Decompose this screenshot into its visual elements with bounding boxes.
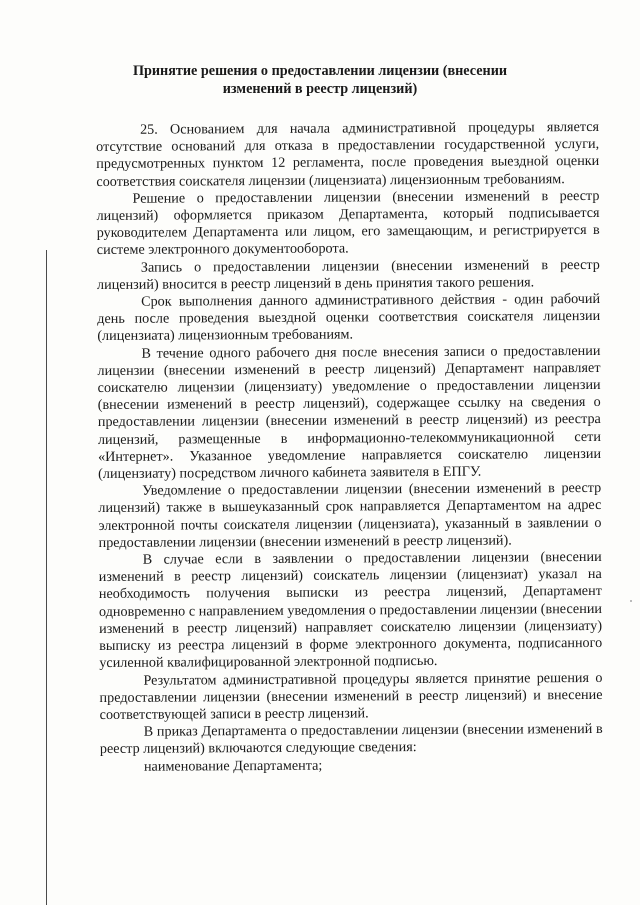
- paragraph-department-name: наименование Департамента;: [143, 757, 323, 775]
- paragraph-result: Результатом административной процедуры является принятие решения о предоставлении лицензии (внесении изменений в реестр лицензий) и внесение соответствующей записи в реестр лицензий.: [99, 669, 603, 723]
- scan-artifact: [630, 600, 632, 602]
- paragraph-notification: В течение одного рабочего дня после внесения записи о предоставлении лицензии (внесении изменений в реестр лицензий) Департамент направляет соискателю лицензии (лицензиату) уведомление о предоставлении лицензии (внесении изменений в реестр лицензий), содержащее ссылку на сведения о предоставлении лицензии (внесении изменений в реестр лицензий) из реестра лицензий, размещенные в информационно-телекоммуникационной сети «Интернет». Указанное уведомление направляется соискателю лицензии (лицензиату) посредством личного кабинета заявителя в ЕПГУ.: [97, 342, 602, 483]
- document-body: [96, 119, 603, 776]
- paragraph-deadline: Срок выполнения данного административного действия - один рабочий день после проведения выездной оценки соответствия соискателя лицензии (лицензиата) лицензионным требованиям.: [97, 290, 601, 345]
- paragraph-order-contents: В приказ Департамента о предоставлении лицензии (внесении изменений в реестр лицензий) включаются следующие сведения:: [99, 721, 603, 758]
- section-title: Принятие решения о предоставлении лицензии (внесении изменений в реестр лицензий): [132, 63, 508, 97]
- paragraph-decision: Решение о предоставлении лицензии (внесении изменений в реестр лицензий) оформляется приказом Департамента, который подписывается руководителем Департамента или лицом, его замещающим, и регистрируется в системе электронного документооборота.: [96, 187, 600, 259]
- paragraph-25-basis: 25. Основанием для начала административной процедуры является отсутствие оснований для отказа в предоставлении государственной услуги, предусмотренных пунктом 12 регламента, после проведения выездной оценки соответствия соискателя лицензии (лицензиата) лицензионным требованиям.: [96, 118, 600, 190]
- paragraph-registry-entry: Запись о предоставлении лицензии (внесении изменений в реестр лицензий) вносится в реестр лицензий в день принятия такого решения.: [96, 256, 600, 293]
- paragraph-email-notification: Уведомление о предоставлении лицензии (внесении изменений в реестр лицензий) также в вышеуказанный срок направляется Департаментом на адрес электронной почты соискателя лицензии (лицензиата), указанный в заявлении о предоставлении лицензии (внесении изменений в реестр лицензий).: [98, 480, 602, 551]
- paragraph-registry-extract: В случае если в заявлении о предоставлении лицензии (внесении изменений в реестр лицензий) соискатель лицензии (лицензиат) указал на необходимость получения выписки из реестра лицензий, Департамент одновременно с направлением уведомления о предоставлении лицензии (внесении изменений в реестр лицензий) направляет соискателю лицензии (лицензиату) выписку из реестра лицензий в форме электронного документа, подписанного усиленной квалифицированной электронной подписью.: [98, 548, 603, 672]
- page-margin-line: [46, 250, 47, 905]
